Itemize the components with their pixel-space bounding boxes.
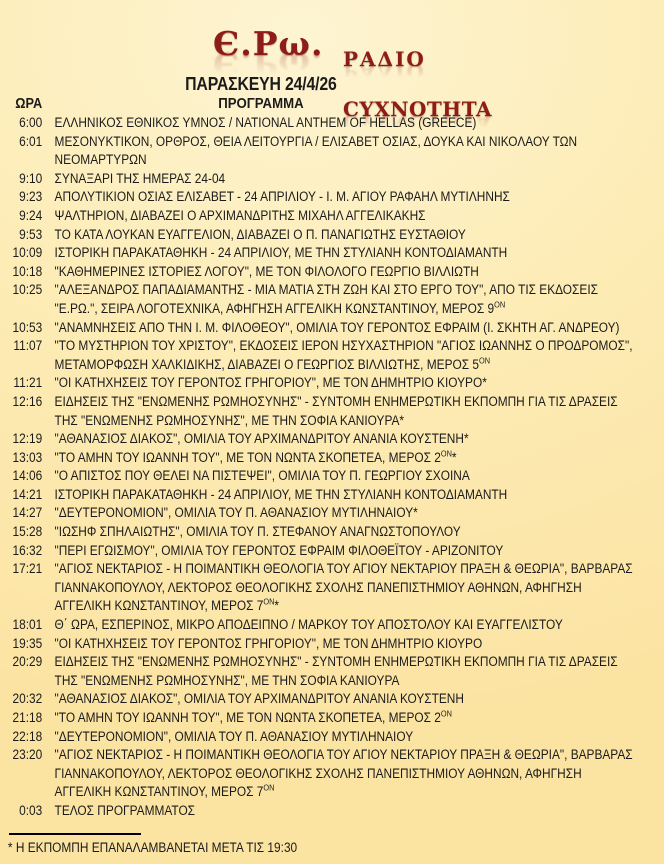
schedule-row	[0, 746, 644, 802]
program-cell: "ΔΕΥΤΕΡΟΝΟΜΙΟΝ", ΟΜΙΛΙΑ ΤΟΥ Π. ΑΘΑΝΑΣΙΟΥ ΜΥΤΙΛΗΝΑΙΟΥ*	[54, 505, 418, 521]
program-cell: ΤΟ ΚΑΤΑ ΛΟΥΚΑΝ ΕΥΑΓΓΕΛΙΟΝ, ΔΙΑΒΑΖΕΙ Ο Π. ΠΑΝΑΓΙΩΤΗΣ ΕΥΣΤΑΘΙΟΥ	[54, 226, 466, 242]
schedule-row	[0, 635, 644, 654]
time-cell: 9:10	[19, 170, 43, 186]
schedule-row	[0, 319, 644, 338]
footnote	[0, 833, 664, 857]
program-cell: "ΟΙ ΚΑΤΗΧΗΣΕΙΣ ΤΟΥ ΓΕΡΟΝΤΟΣ ΓΡΗΓΟΡΙΟΥ", ΜΕ ΤΟΝ ΔΗΜΗΤΡΙΟ ΚΙΟΥΡΟ	[54, 635, 483, 651]
schedule-row	[0, 504, 644, 523]
schedule-row	[0, 802, 644, 821]
column-header-time: ΩΡΑ	[15, 96, 43, 112]
time-cell: 6:00	[19, 115, 43, 130]
footnote-text: * Η ΕΚΠΟΜΠΗ ΕΠΑΝΑΛΑΜΒΑΝΕΤΑΙ ΜΕΤΑ ΤΙΣ 19:30	[7, 839, 298, 855]
program-cell: "ΑΓΙΟΣ ΝΕΚΤΑΡΙΟΣ - Η ΠΟΙΜΑΝΤΙΚΗ ΘΕΟΛΟΓΙΑ ΤΟΥ ΑΓΙΟΥ ΝΕΚΤΑΡΙΟΥ ΠΡΑΞΗ & ΘΕΩΡΙΑ", ΒΑΡΒΑΡΑΣ ΓΙΑΝΝΑΚΟΠΟΥΛΟΥ, ΛΕΚΤΟΡΟΣ ΘΕΟΛΟΓΙΚΗΣ ΣΧΟΛΗΣ ΠΑΝΕΠΙΣΤΗΜΙΟΥ ΑΘΗΝΩΝ, ΑΦΗΓΗΣΗ ΑΓΓΕΛΙΚΗ ΚΩΝΣΤΑΝΤΙΝΟΥ, ΜΕΡΟΣ $7^{ON}$	[54, 747, 633, 800]
schedule-row	[0, 616, 644, 635]
time-cell: 17:21	[12, 561, 43, 577]
time-cell: 15:28	[12, 524, 43, 540]
program-cell: "ΑΘΑΝΑΣΙΟΣ ΔΙΑΚΟΣ", ΟΜΙΛΙΑ ΤΟΥ ΑΡΧΙΜΑΝΔΡΙΤΟΥ ΑΝΑΝΙΑ ΚΟΥΣΤΕΝΗ	[54, 691, 464, 707]
schedule-row	[0, 542, 644, 561]
schedule-row	[0, 653, 644, 690]
time-cell: 16:32	[12, 542, 43, 558]
part-number-superscript: ΟΝ	[478, 355, 491, 366]
schedule-row	[0, 114, 644, 133]
program-cell: ΑΠΟΛΥΤΙΚΙΟΝ ΟΣΙΑΣ ΕΛΙΣΑΒΕΤ - 24 ΑΠΡΙΛΙΟΥ - Ι. Μ. ΑΓΙΟΥ ΡΑΦΑΗΛ ΜΥΤΙΛΗΝΗΣ	[54, 189, 510, 205]
time-cell: 9:23	[19, 189, 43, 205]
schedule-row	[0, 430, 644, 449]
time-cell: 11:07	[13, 338, 43, 354]
schedule-row	[0, 467, 644, 486]
program-cell: "ΑΛΕΞΑΝΔΡΟΣ ΠΑΠΑΔΙΑΜΑΝΤΗΣ - ΜΙΑ ΜΑΤΙΑ ΣΤΗ ΖΩΗ ΚΑΙ ΣΤΟ ΕΡΓΟ ΤΟΥ", ΑΠΟ ΤΙΣ ΕΚΔΟΣΕΙΣ "Ε.ΡΩ.", ΣΕΙΡΑ ΛΟΓΟΤΕΧΝΙΚΑ, ΑΦΗΓΗΣΗ ΑΓΓΕΛΙΚΗ ΚΩΝΣΤΑΝΤΙΝΟΥ, ΜΕΡΟΣ $9^{ON}$	[54, 282, 598, 316]
program-cell: "ΤΟ ΑΜΗΝ ΤΟΥ ΙΩΑΝΝΗ ΤΟΥ", ΜΕ ΤΟΝ ΝΩΝΤΑ ΣΚΟΠΕΤΕΑ, ΜΕΡΟΣ $2^{ON}$	[54, 708, 452, 725]
program-cell: "ΑΝΑΜΝΗΣΕΙΣ ΑΠΟ ΤΗΝ Ι. Μ. ΦΙΛΟΘΕΟΥ", ΟΜΙΛΙΑ ΤΟΥ ΓΕΡΟΝΤΟΣ ΕΦΡΑΙΜ (Ι. ΣΚΗΤΗ ΑΓ. ΑΝΔΡΕΟΥ)	[54, 319, 620, 335]
footnote-rule	[9, 833, 141, 835]
schedule-row	[0, 393, 644, 430]
time-cell: 12:19	[12, 431, 43, 447]
program-cell: "ΑΓΙΟΣ ΝΕΚΤΑΡΙΟΣ - Η ΠΟΙΜΑΝΤΙΚΗ ΘΕΟΛΟΓΙΑ ΤΟΥ ΑΓΙΟΥ ΝΕΚΤΑΡΙΟΥ ΠΡΑΞΗ & ΘΕΩΡΙΑ", ΒΑΡΒΑΡΑΣ ΓΙΑΝΝΑΚΟΠΟΥΛΟΥ, ΛΕΚΤΟΡΟΣ ΘΕΟΛΟΓΙΚΗΣ ΣΧΟΛΗΣ ΠΑΝΕΠΙΣΤΗΜΙΟΥ ΑΘΗΝΩΝ, ΑΦΗΓΗΣΗ ΑΓΓΕΛΙΚΗ ΚΩΝΣΤΑΝΤΙΝΟΥ, ΜΕΡΟΣ $7^{ON}*$	[54, 561, 633, 614]
time-cell: 12:16	[12, 393, 43, 409]
time-cell: 20:29	[12, 654, 43, 670]
time-cell: 0:03	[19, 802, 43, 818]
schedule-row	[0, 170, 644, 189]
program-cell: "ΔΕΥΤΕΡΟΝΟΜΙΟΝ", ΟΜΙΛΙΑ ΤΟΥ Π. ΑΘΑΝΑΣΙΟΥ ΜΥΤΙΛΗΝΑΙΟΥ	[54, 728, 414, 744]
time-cell: 14:06	[12, 468, 43, 484]
program-cell: ΨΑΛΤΗΡΙΟΝ, ΔΙΑΒΑΖΕΙ Ο ΑΡΧΙΜΑΝΔΡΙΤΗΣ ΜΙΧΑΗΛ ΑΓΓΕΛΙΚΑΚΗΣ	[54, 207, 426, 223]
program-cell: ΕΙΔΗΣΕΙΣ ΤΗΣ "ΕΝΩΜΕΝΗΣ ΡΩΜΗΟΣΥΝΗΣ" - ΣΥΝΤΟΜΗ ΕΝΗΜΕΡΩΤΙΚΗ ΕΚΠΟΜΠΗ ΓΙΑ ΤΙΣ ΔΡΑΣΕΙΣ ΤΗΣ "ΕΝΩΜΕΝΗΣ ΡΩΜΗΟΣΥΝΗΣ", ΜΕ ΤΗΝ ΣΟΦΙΑ ΚΑΝΙΟΥΡΑ*	[54, 393, 618, 428]
schedule-row	[0, 449, 644, 468]
time-cell: 10:18	[12, 263, 43, 279]
time-cell: 9:53	[19, 226, 43, 242]
column-header-row	[0, 94, 644, 114]
schedule-row	[0, 374, 644, 393]
program-cell: "ΤΟ ΜΥΣΤΗΡΙΟΝ ΤΟΥ ΧΡΙΣΤΟΥ", ΕΚΔΟΣΕΙΣ ΙΕΡΟΝ ΗΣΥΧΑΣΤΗΡΙΟΝ "ΑΓΙΟΣ ΙΩΑΝΝΗΣ Ο ΠΡΟΔΡΟΜΟΣ", ΜΕΤΑΜΟΡΦΩΣΗ ΧΑΛΚΙΔΙΚΗΣ, ΔΙΑΒΑΖΕΙ Ο ΓΕΩΡΓΙΟΣ ΒΙΛΛΙΩΤΗΣ, ΜΕΡΟΣ $5^{ON}$	[54, 338, 633, 372]
program-cell: Θ΄ ΩΡΑ, ΕΣΠΕΡΙΝΟΣ, ΜΙΚΡΟ ΑΠΟΔΕΙΠΝΟ / ΜΑΡΚΟΥ ΤΟΥ ΑΠΟΣΤΟΛΟΥ ΚΑΙ ΕΥΑΓΓΕΛΙΣΤΟΥ	[54, 617, 563, 633]
schedule-row	[0, 207, 644, 226]
program-cell: "ΟΙ ΚΑΤΗΧΗΣΕΙΣ ΤΟΥ ΓΕΡΟΝΤΟΣ ΓΡΗΓΟΡΙΟΥ", ΜΕ ΤΟΝ ΔΗΜΗΤΡΙΟ ΚΙΟΥΡΟ*	[54, 375, 487, 391]
program-cell: ΣΥΝΑΞΑΡΙ ΤΗΣ ΗΜΕΡΑΣ 24-04	[54, 170, 226, 186]
part-number-superscript: ΟΝ	[494, 299, 506, 310]
program-date-title: ΠΑΡΑΣΚΕΥΗ 24/4/26	[185, 74, 337, 94]
schedule-table	[0, 114, 664, 821]
program-cell: "ΙΩΣΗΦ ΣΠΗΛΑΙΩΤΗΣ", ΟΜΙΛΙΑ ΤΟΥ Π. ΣΤΕΦΑΝΟΥ ΑΝΑΓΝΩΣΤΟΠΟΥΛΟΥ	[54, 524, 461, 540]
column-header-program: ΠΡΟΓΡΑΜΜΑ	[218, 95, 304, 112]
schedule-row	[0, 690, 644, 709]
time-cell: 18:01	[12, 617, 43, 633]
schedule-row	[0, 523, 644, 542]
time-cell: 10:09	[12, 245, 43, 261]
time-cell: 11:21	[13, 375, 43, 391]
schedule-row	[0, 244, 644, 263]
program-cell: ΙΣΤΟΡΙΚΗ ΠΑΡΑΚΑΤΑΘΗΚΗ - 24 ΑΠΡΙΛΙΟΥ, ΜΕ ΤΗΝ ΣΤΥΛΙΑΝΗ ΚΟΝΤΟΔΙΑΜΑΝΤΗ	[54, 486, 508, 502]
time-cell: 23:20	[12, 747, 43, 763]
station-logo-text: Є.Ρω. Є.Ρω.	[213, 27, 664, 60]
schedule-row	[0, 281, 644, 318]
logo-radio-text: ΡΑΔΙΟ ΡΑΔΙΟ	[343, 49, 664, 69]
part-number-superscript: ΟΝ	[440, 448, 452, 459]
schedule-row	[0, 709, 644, 728]
program-cell: "ΑΘΑΝΑΣΙΟΣ ΔΙΑΚΟΣ", ΟΜΙΛΙΑ ΤΟΥ ΑΡΧΙΜΑΝΔΡΙΤΟΥ ΑΝΑΝΙΑ ΚΟΥΣΤΕΝΗ*	[54, 431, 469, 447]
program-cell: ΤΕΛΟΣ ΠΡΟΓΡΑΜΜΑΤΟΣ	[54, 802, 196, 818]
program-cell: ΜΕΣΟΝΥΚΤΙΚΟΝ, ΟΡΘΡΟΣ, ΘΕΙΑ ΛΕΙΤΟΥΡΓΙΑ / ΕΛΙΣΑΒΕΤ ΟΣΙΑΣ, ΔΟΥΚΑ ΚΑΙ ΝΙΚΟΛΑΟΥ ΤΩΝ ΝΕΟΜΑΡΤΥΡΩΝ	[54, 133, 578, 168]
schedule-row	[0, 337, 644, 374]
logo-frequency-text: CYXNOTHTA CYXNOTHTA	[343, 99, 664, 119]
part-number-superscript: ΟΝ	[440, 708, 452, 719]
time-cell: 6:01	[19, 133, 43, 149]
time-cell: 21:18	[12, 710, 43, 725]
schedule-row	[0, 226, 644, 245]
program-cell: "ΤΟ ΑΜΗΝ ΤΟΥ ΙΩΑΝΝΗ ΤΟΥ", ΜΕ ΤΟΝ ΝΩΝΤΑ ΣΚΟΠΕΤΕΑ, ΜΕΡΟΣ $2^{ON}*$	[54, 448, 457, 465]
time-cell: 10:25	[12, 282, 43, 298]
time-cell: 20:32	[12, 691, 43, 707]
schedule-row	[0, 486, 644, 505]
schedule-row	[0, 560, 644, 616]
schedule-row	[0, 263, 644, 282]
program-cell: ΕΙΔΗΣΕΙΣ ΤΗΣ "ΕΝΩΜΕΝΗΣ ΡΩΜΗΟΣΥΝΗΣ" - ΣΥΝΤΟΜΗ ΕΝΗΜΕΡΩΤΙΚΗ ΕΚΠΟΜΠΗ ΓΙΑ ΤΙΣ ΔΡΑΣΕΙΣ ΤΗΣ "ΕΝΩΜΕΝΗΣ ΡΩΜΗΟΣΥΝΗΣ", ΜΕ ΤΗΝ ΣΟΦΙΑ ΚΑΝΙΟΥΡΑ	[54, 654, 618, 688]
time-cell: 19:35	[12, 635, 43, 651]
time-cell: 10:53	[12, 319, 43, 335]
time-cell: 14:27	[12, 505, 43, 521]
schedule-row	[0, 188, 644, 207]
part-number-superscript: ΟΝ	[263, 782, 275, 793]
time-cell: 9:24	[19, 207, 43, 223]
part-number-superscript: ΟΝ	[263, 596, 275, 607]
time-cell: 14:21	[12, 486, 43, 502]
program-cell: ΙΣΤΟΡΙΚΗ ΠΑΡΑΚΑΤΑΘΗΚΗ - 24 ΑΠΡΙΛΙΟΥ, ΜΕ ΤΗΝ ΣΤΥΛΙΑΝΗ ΚΟΝΤΟΔΙΑΜΑΝΤΗ	[54, 245, 508, 261]
schedule-row	[0, 728, 644, 747]
program-cell: "ΚΑΘΗΜΕΡΙΝΕΣ ΙΣΤΟΡΙΕΣ ΛΟΓΟΥ", ΜΕ ΤΟΝ ΦΙΛΟΛΟΓΟ ΓΕΩΡΓΙΟ ΒΙΛΛΙΩΤΗ	[54, 263, 479, 279]
program-cell: "Ο ΑΠΙΣΤΟΣ ΠΟΥ ΘΕΛΕΙ ΝΑ ΠΙΣΤΕΨΕΙ", ΟΜΙΛΙΑ ΤΟΥ Π. ΓΕΩΡΓΙΟΥ ΣΧΟΙΝΑ	[54, 468, 470, 484]
schedule-row	[0, 133, 644, 170]
time-cell: 22:18	[12, 728, 43, 744]
time-cell: 13:03	[12, 449, 43, 465]
program-cell: "ΠΕΡΙ ΕΓΩΙΣΜΟΥ", ΟΜΙΛΙΑ ΤΟΥ ΓΕΡΟΝΤΟΣ ΕΦΡΑΙΜ ΦΙΛΟΘΕΪΤΟΥ - ΑΡΙΖΟΝΙΤΟΥ	[54, 542, 504, 558]
program-cell: ΕΛΛΗΝΙΚΟΣ ΕΘΝΙΚΟΣ ΥΜΝΟΣ / NATIONAL ANTHEM OF HELLAS (GREECE)	[54, 115, 477, 130]
